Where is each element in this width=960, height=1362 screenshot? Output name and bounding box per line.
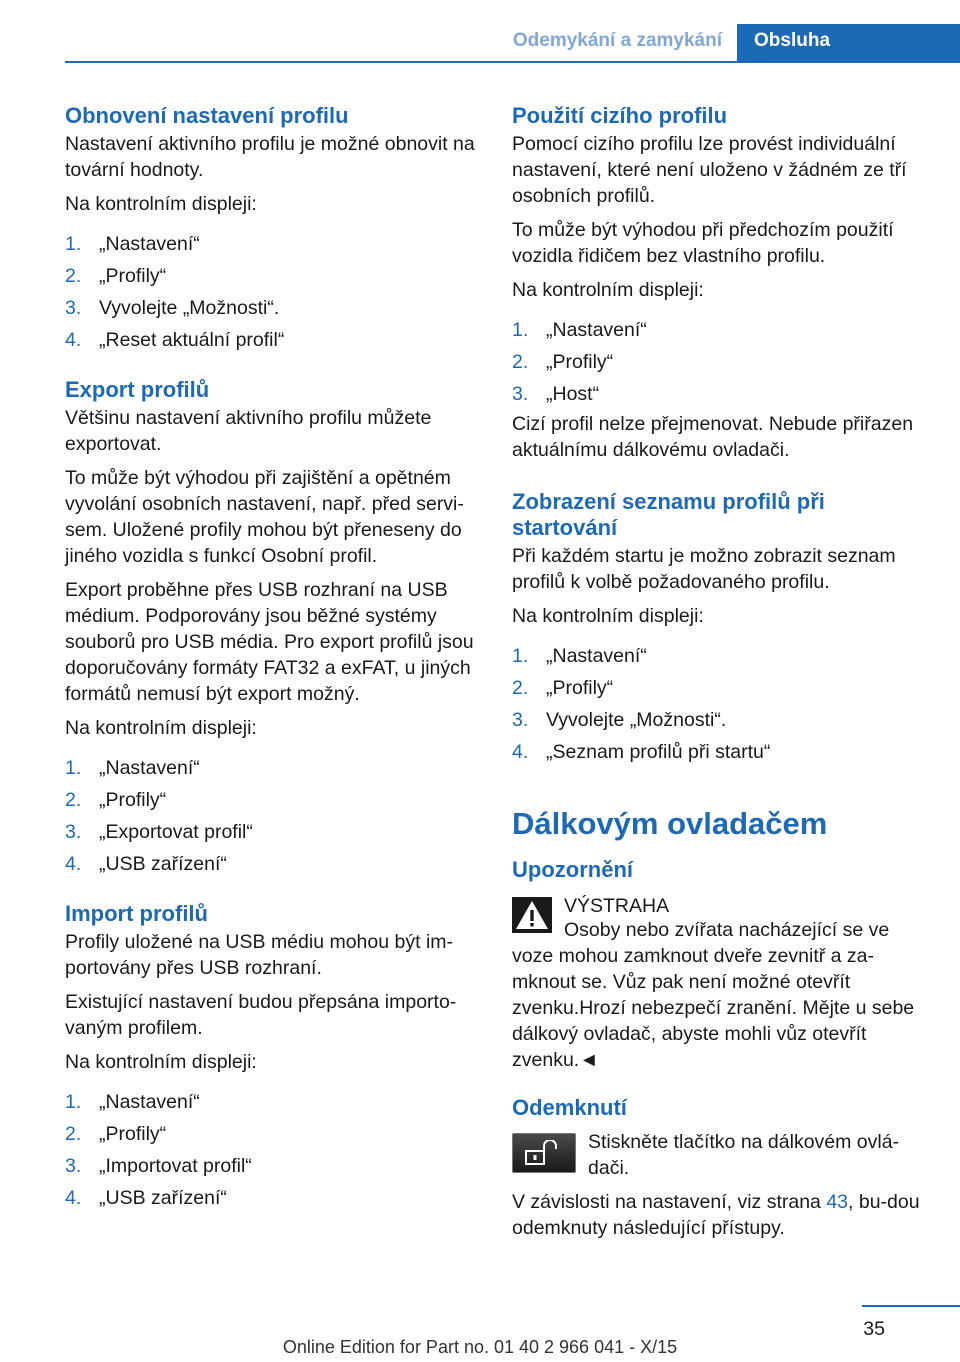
list-item — [512, 317, 922, 349]
step-list — [65, 231, 483, 359]
step-text: „Profily“ — [99, 1123, 167, 1145]
warning-triangle-icon — [512, 897, 552, 933]
unlock-button-icon — [512, 1133, 576, 1173]
step-text: „Profily“ — [546, 351, 614, 373]
list-item — [65, 327, 483, 359]
step-number: 1. — [512, 645, 529, 667]
step-list — [65, 1089, 483, 1217]
step-text: „Nastavení“ — [99, 233, 200, 255]
unlock-instruction — [512, 1129, 922, 1181]
step-number: 2. — [65, 789, 82, 811]
header-tab: Obsluha — [737, 24, 960, 61]
heading-notice: Upozornění — [512, 857, 633, 882]
list-item — [512, 643, 922, 675]
text: , bu-dou odemknuty následující přístupy. — [512, 1191, 920, 1239]
padlock-open-icon — [524, 1140, 564, 1166]
section-export-profiles — [65, 377, 483, 883]
paragraph: Pomocí cizího profilu lze provést individuální nastavení, které není uloženo v žádném ze tří osobních profilů. — [512, 133, 907, 207]
warning-title: VÝSTRAHA — [564, 895, 670, 917]
paragraph: To může být výhodou při předchozím použití vozidla řidičem bez vlastního profilu. — [512, 219, 894, 267]
list-item — [65, 1185, 483, 1217]
step-number: 3. — [65, 1155, 82, 1177]
paragraph: To může být výhodou při zajištění a opětném vyvolání osobních nastavení, např. před servi-sem. Uložené profily mohou být přeneseny do jiného vozidla s funkcí Osobní profil. — [65, 467, 464, 567]
heading-unlock: Odemknutí — [512, 1095, 627, 1120]
heading-remote-control: Dálkovým ovladačem — [512, 806, 828, 841]
section-restore-profile — [65, 103, 483, 359]
page-number: 35 — [863, 1318, 885, 1340]
step-number: 4. — [512, 741, 529, 763]
step-number: 2. — [512, 677, 529, 699]
list-item — [65, 263, 483, 295]
heading-export-profiles: Export profilů — [65, 377, 210, 402]
step-text: „Seznam profilů při startu“ — [546, 741, 771, 763]
step-text: Vyvolejte „Možnosti“. — [546, 709, 727, 731]
step-number: 4. — [65, 1187, 82, 1209]
paragraph: Na kontrolním displeji: — [512, 605, 704, 627]
page-reference-link[interactable]: 43 — [826, 1191, 849, 1213]
list-item — [512, 675, 922, 707]
unlock-text: Stiskněte tlačítko na dálkovém ovlá-dači. — [588, 1131, 900, 1179]
list-item — [512, 381, 922, 407]
heading-import-profiles: Import profilů — [65, 901, 208, 926]
step-text: „Profily“ — [546, 677, 614, 699]
step-list — [512, 317, 922, 407]
paragraph: Profily uložené na USB médiu mohou být im-portovány přes USB rozhraní. — [65, 931, 454, 979]
section-import-profiles — [65, 901, 483, 1217]
step-number: 2. — [512, 351, 529, 373]
list-item — [65, 1089, 483, 1121]
header-section-title: Odemykání a zamykání — [512, 30, 722, 51]
section-guest-profile — [512, 103, 922, 463]
list-item — [65, 1153, 483, 1185]
step-text: Vyvolejte „Možnosti“. — [99, 297, 280, 319]
step-number: 3. — [512, 709, 529, 731]
step-number: 1. — [65, 1091, 82, 1113]
heading-profile-list-at-startup: Zobrazení seznamu profilů při startování — [512, 489, 825, 540]
warning-text: Osoby nebo zvířata nacházející se ve voze mohou zamknout dveře zevnitř a za-mknout se. Vůz pak není možné otevřít zvenku.Hrozí nebezpečí zranění. Mějte u sebe dálkový ovladač, abyste mohli vůz otevřít zvenku.◄ — [512, 919, 915, 1071]
list-item — [512, 739, 922, 771]
step-list — [65, 755, 483, 883]
paragraph: Cizí profil nelze přejmenovat. Nebude přiřazen aktuálnímu dálkovému ovladači. — [512, 413, 914, 461]
step-text: „Exportovat profil“ — [99, 821, 253, 843]
paragraph: Nastavení aktivního profilu je možné obnovit na tovární hodnoty. — [65, 133, 475, 181]
step-text: „Nastavení“ — [99, 757, 200, 779]
step-text: „USB zařízení“ — [99, 853, 227, 875]
left-column — [65, 103, 483, 1233]
paragraph: Na kontrolním displeji: — [65, 717, 257, 739]
list-item — [65, 755, 483, 787]
paragraph: Na kontrolním displeji: — [65, 1051, 257, 1073]
step-number: 3. — [65, 297, 82, 319]
list-item — [512, 349, 922, 381]
list-item — [512, 707, 922, 739]
step-text: „Profily“ — [99, 265, 167, 287]
footer-rule — [862, 1305, 960, 1307]
step-number: 3. — [512, 383, 529, 405]
step-number: 1. — [65, 757, 82, 779]
step-text: „Nastavení“ — [546, 645, 647, 667]
step-text: „Nastavení“ — [99, 1091, 200, 1113]
heading-guest-profile: Použití cizího profilu — [512, 103, 728, 128]
heading-restore-profile: Obnovení nastavení profilu — [65, 103, 349, 128]
paragraph: Na kontrolním displeji: — [512, 279, 704, 301]
section-remote-control — [512, 805, 922, 1241]
step-text: „Importovat profil“ — [99, 1155, 252, 1177]
paragraph: Většinu nastavení aktivního profilu můžete exportovat. — [65, 407, 432, 455]
step-number: 3. — [65, 821, 82, 843]
paragraph: Při každém startu je možno zobrazit seznam profilů k volbě požadovaného profilu. — [512, 545, 896, 593]
list-item — [65, 231, 483, 263]
step-text: „Nastavení“ — [546, 319, 647, 341]
step-number: 2. — [65, 1123, 82, 1145]
text: V závislosti na nastavení, viz strana — [512, 1191, 827, 1213]
step-number: 2. — [65, 265, 82, 287]
paragraph-unlock-dependency — [512, 1189, 922, 1241]
step-text: „Host“ — [546, 383, 600, 405]
paragraph: Existující nastavení budou přepsána importo-vaným profilem. — [65, 991, 457, 1039]
list-item — [65, 819, 483, 851]
header-rule — [65, 61, 960, 63]
right-column — [512, 103, 922, 1249]
step-text: „Reset aktuální profil“ — [99, 329, 285, 351]
list-item — [65, 295, 483, 327]
step-list — [512, 643, 922, 771]
footer-edition: Online Edition for Part no. 01 40 2 966 041 - X/15 — [282, 1337, 678, 1357]
step-text: „USB zařízení“ — [99, 1187, 227, 1209]
step-number: 1. — [512, 319, 529, 341]
step-number: 4. — [65, 329, 82, 351]
paragraph: Na kontrolním displeji: — [65, 193, 257, 215]
list-item — [65, 787, 483, 819]
list-item — [65, 1121, 483, 1153]
section-profile-list-at-startup — [512, 489, 922, 771]
list-item — [65, 851, 483, 883]
step-text: „Profily“ — [99, 789, 167, 811]
step-number: 1. — [65, 233, 82, 255]
step-number: 4. — [65, 853, 82, 875]
paragraph: Export proběhne přes USB rozhraní na USB médium. Podporovány jsou běžné systémy souborů pro USB média. Pro export profilů jsou doporučovány formáty FAT32 a exFAT, u jiných formátů nemusí být export možný. — [65, 579, 474, 705]
